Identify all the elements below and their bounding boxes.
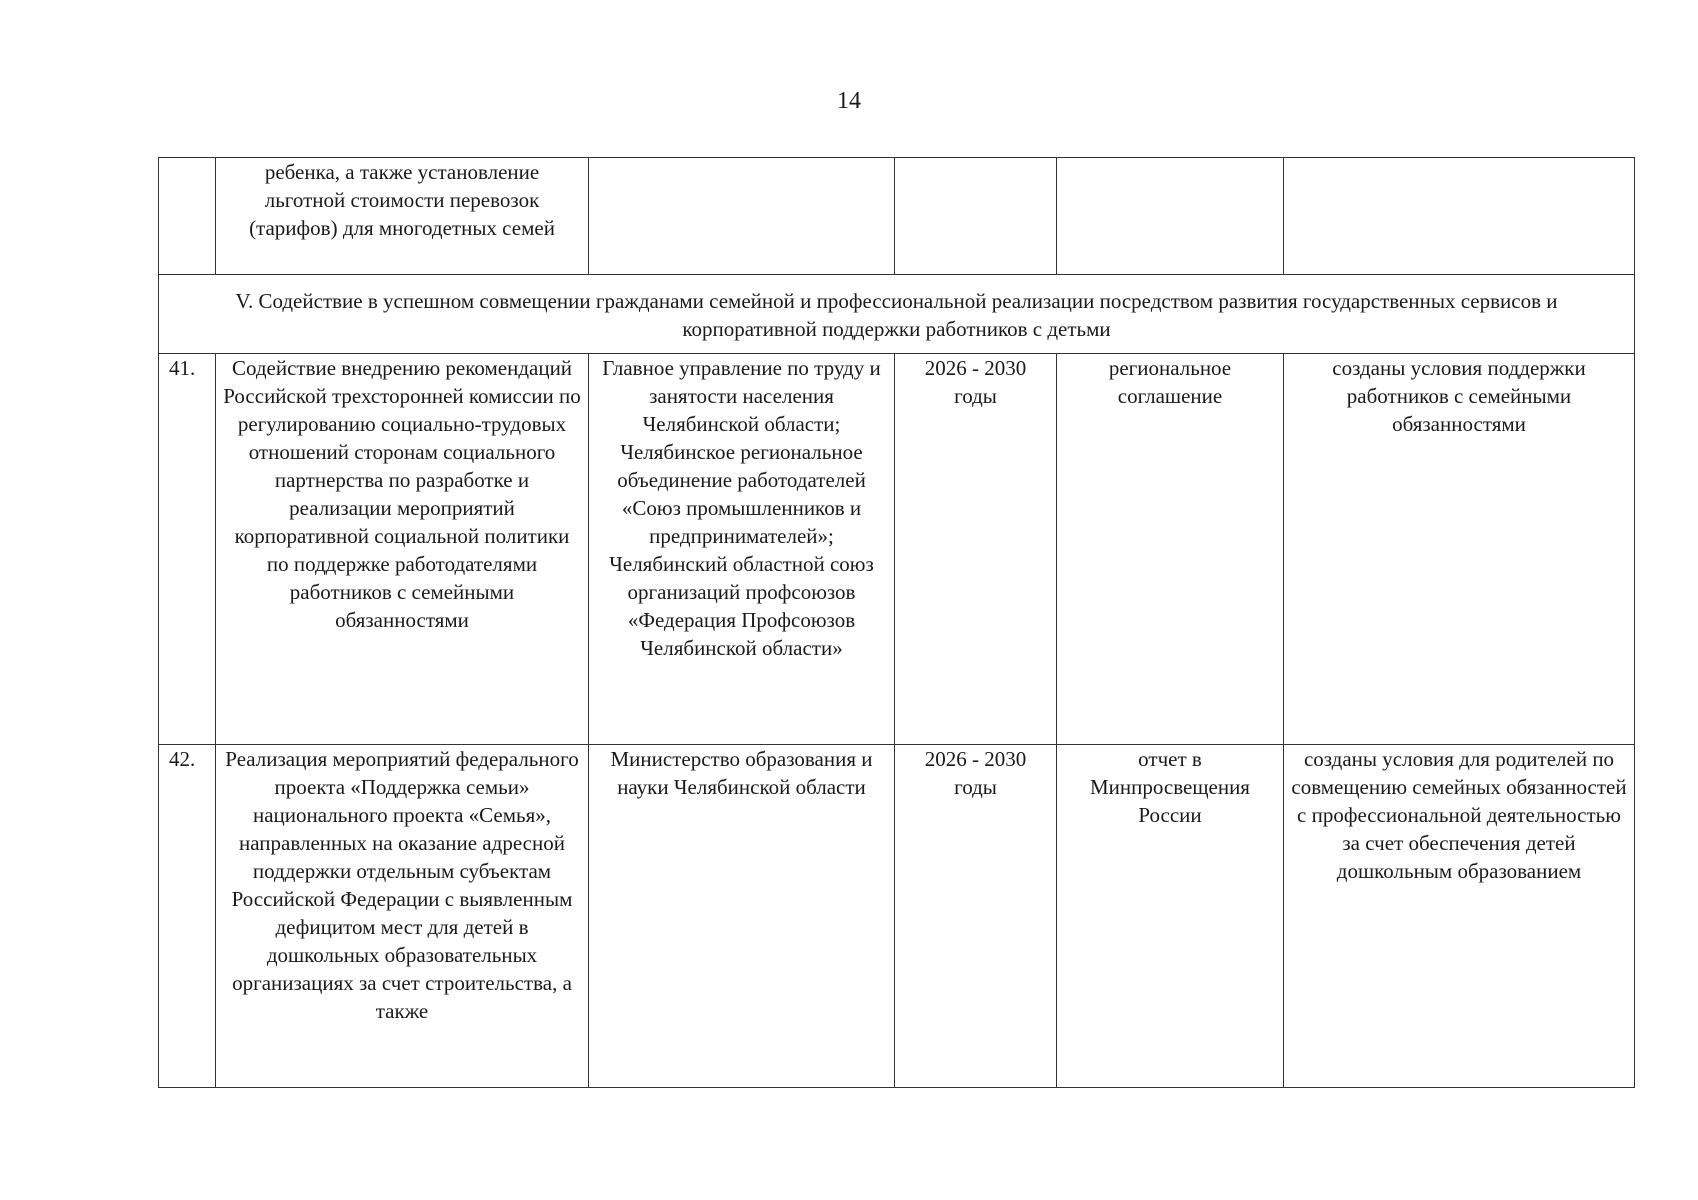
measures-table [158, 157, 1635, 1088]
cell-result: созданы условия для родителей по совмещению семейных обязанностей с профессиональной деятельностью за счет обеспечения детей дошкольным образованием [1284, 745, 1635, 1088]
cell-period: 2026 - 2030 годы [895, 354, 1057, 745]
cell-period: 2026 - 2030 годы [895, 745, 1057, 1088]
cell-number [159, 158, 216, 275]
cell-period [895, 158, 1057, 275]
cell-measure: Реализация мероприятий федерального проекта «Поддержка семьи» национального проекта «Семья», направленных на оказание адресной поддержки отдельным субъектам Российской Федерации с выявленным дефицитом мест для детей в дошкольных образовательных организациях за счет строительства, а также [216, 745, 589, 1088]
cell-measure: Содействие внедрению рекомендаций Российской трехсторонней комиссии по регулированию социально-трудовых отношений сторонам социального партнерства по разработке и реализации мероприятий корпоративной социальной политики по поддержке работодателями работников с семейными обязанностями [216, 354, 589, 745]
cell-result: созданы условия поддержки работников с семейными обязанностями [1284, 354, 1635, 745]
cell-responsible [589, 158, 895, 275]
cell-responsible: Министерство образования и науки Челябинской области [589, 745, 895, 1088]
cell-form: региональное соглашение [1057, 354, 1284, 745]
cell-form [1057, 158, 1284, 275]
section-title: V. Содействие в успешном совмещении гражданами семейной и профессиональной реализации посредством развития государственных сервисов и корпоративной поддержки работников с детьми [159, 275, 1635, 354]
table-row [159, 354, 1635, 745]
cell-result [1284, 158, 1635, 275]
cell-measure: ребенка, а также установление льготной стоимости перевозок (тарифов) для многодетных семей [216, 158, 589, 275]
cell-number: 41. [159, 354, 216, 745]
cell-responsible: Главное управление по труду и занятости населения Челябинской области; Челябинское региональное объединение работодателей «Союз промышленников и предпринимателей»; Челябинский областной союз организаций профсоюзов «Федерация Профсоюзов Челябинской области» [589, 354, 895, 745]
section-row [159, 275, 1635, 354]
table-row-continuation [159, 158, 1635, 275]
table-row [159, 745, 1635, 1088]
page-number: 14 [837, 88, 861, 114]
cell-form: отчет в Минпросвещения России [1057, 745, 1284, 1088]
cell-number: 42. [159, 745, 216, 1088]
